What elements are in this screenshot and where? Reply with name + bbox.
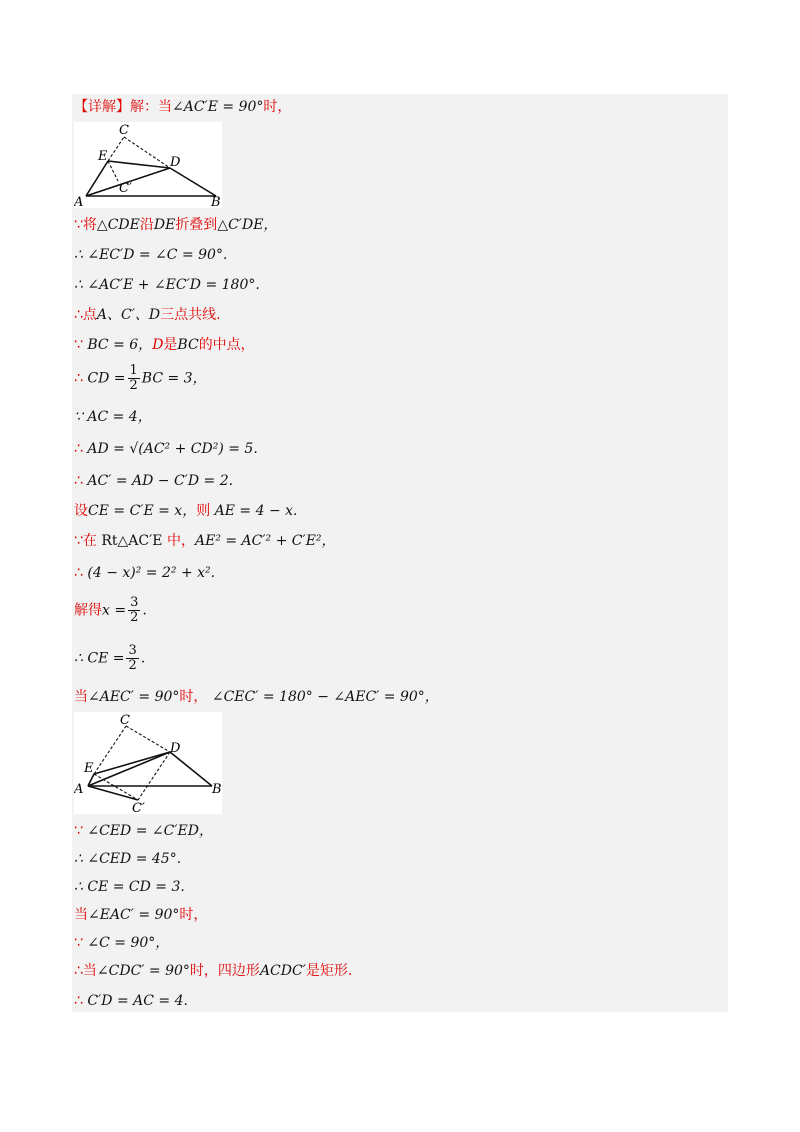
segment-EC bbox=[108, 137, 124, 161]
segment-AC-prime bbox=[88, 786, 138, 800]
segment-ED bbox=[94, 752, 170, 774]
figure-1 bbox=[74, 122, 222, 208]
segment-EC-prime bbox=[108, 161, 118, 181]
step-collinear: ∴点A、C′、D三点共线. bbox=[74, 307, 221, 323]
label-B: B bbox=[212, 782, 222, 797]
segment-DB bbox=[170, 168, 216, 196]
step-ac-value: ∵ AC = 4， bbox=[74, 409, 152, 425]
fraction-three-halves-2: $\frac{3}{2}$ bbox=[128, 643, 137, 673]
label-E: E bbox=[98, 149, 108, 164]
step-45-degrees: ∴ ∠CED = 45°. bbox=[74, 851, 182, 867]
step-set-x: 设CE = C′E = x，则 AE = 4 − x. bbox=[74, 503, 298, 519]
step-cd-value: ∴ CD = $\frac{1}{2}$ BC = 3， bbox=[74, 363, 207, 393]
step-right-angle: ∴ ∠EC′D = ∠C = 90°. bbox=[74, 247, 228, 263]
triangle-fold-diagram-2 bbox=[74, 712, 222, 814]
label-D: D bbox=[170, 155, 181, 170]
step-angle-c: ∵ ∠C = 90°， bbox=[74, 935, 170, 951]
step-bc-midpoint: ∵ BC = 6，D是BC的中点， bbox=[74, 337, 255, 353]
segment-DB bbox=[170, 752, 212, 786]
step-ad-value: ∴ AD = √(AC² + CD²) = 5. bbox=[74, 441, 258, 457]
label-C-prime: C′ bbox=[119, 181, 132, 196]
step-final: ∴ C′D = AC = 4. bbox=[74, 993, 188, 1009]
step-solve-x: 解得x = $\frac{3}{2}$ . bbox=[74, 595, 147, 625]
case-two-heading: 当∠AEC′ = 90°时， ∠CEC′ = 180° − ∠AEC′ = 90°， bbox=[74, 689, 439, 705]
label-A: A bbox=[74, 195, 84, 208]
step-sum-180: ∴ ∠AC′E + ∠EC′D = 180°. bbox=[74, 277, 260, 293]
step-ce-value-1: ∴ CE = $\frac{3}{2}$ . bbox=[74, 643, 146, 673]
detail-tag: 【详解】 bbox=[74, 99, 130, 115]
label-E: E bbox=[84, 761, 94, 776]
fraction-three-halves-1: $\frac{3}{2}$ bbox=[130, 595, 139, 625]
segment-EC-prime bbox=[94, 774, 138, 800]
figure-2 bbox=[74, 712, 222, 814]
label-C: C bbox=[119, 123, 129, 138]
label-B: B bbox=[211, 195, 221, 208]
step-angle-equal: ∵ ∠CED = ∠C′ED， bbox=[74, 823, 213, 839]
label-C: C bbox=[120, 713, 130, 728]
solution-heading: 【详解】解：当∠AC′E = 90°时， bbox=[74, 99, 292, 115]
step-equation: ∴ (4 − x)² = 2² + x². bbox=[74, 565, 216, 581]
fraction-one-half: $\frac{1}{2}$ bbox=[129, 363, 138, 393]
step-ce-value-2: ∴ CE = CD = 3. bbox=[74, 879, 185, 895]
label-C-prime: C′ bbox=[132, 801, 145, 814]
step-fold: ∵将△CDE沿DE折叠到△C′DE， bbox=[74, 217, 278, 233]
label-D: D bbox=[170, 741, 181, 756]
triangle-fold-diagram-1 bbox=[74, 122, 222, 208]
segment-CD bbox=[126, 726, 170, 752]
step-rectangle: ∴当∠CDC′ = 90°时，四边形ACDC′是矩形. bbox=[74, 963, 353, 979]
label-A: A bbox=[74, 782, 84, 797]
segment-AD bbox=[88, 752, 170, 786]
case-three-heading: 当∠EAC′ = 90°时， bbox=[74, 907, 208, 923]
segment-AE bbox=[86, 161, 108, 196]
step-pythagoras: ∵在 Rt△AC′E 中，AE² = AC′² + C′E²， bbox=[74, 533, 336, 549]
step-acprime-value: ∴ AC′ = AD − C′D = 2. bbox=[74, 473, 234, 489]
segment-ED bbox=[108, 161, 170, 168]
